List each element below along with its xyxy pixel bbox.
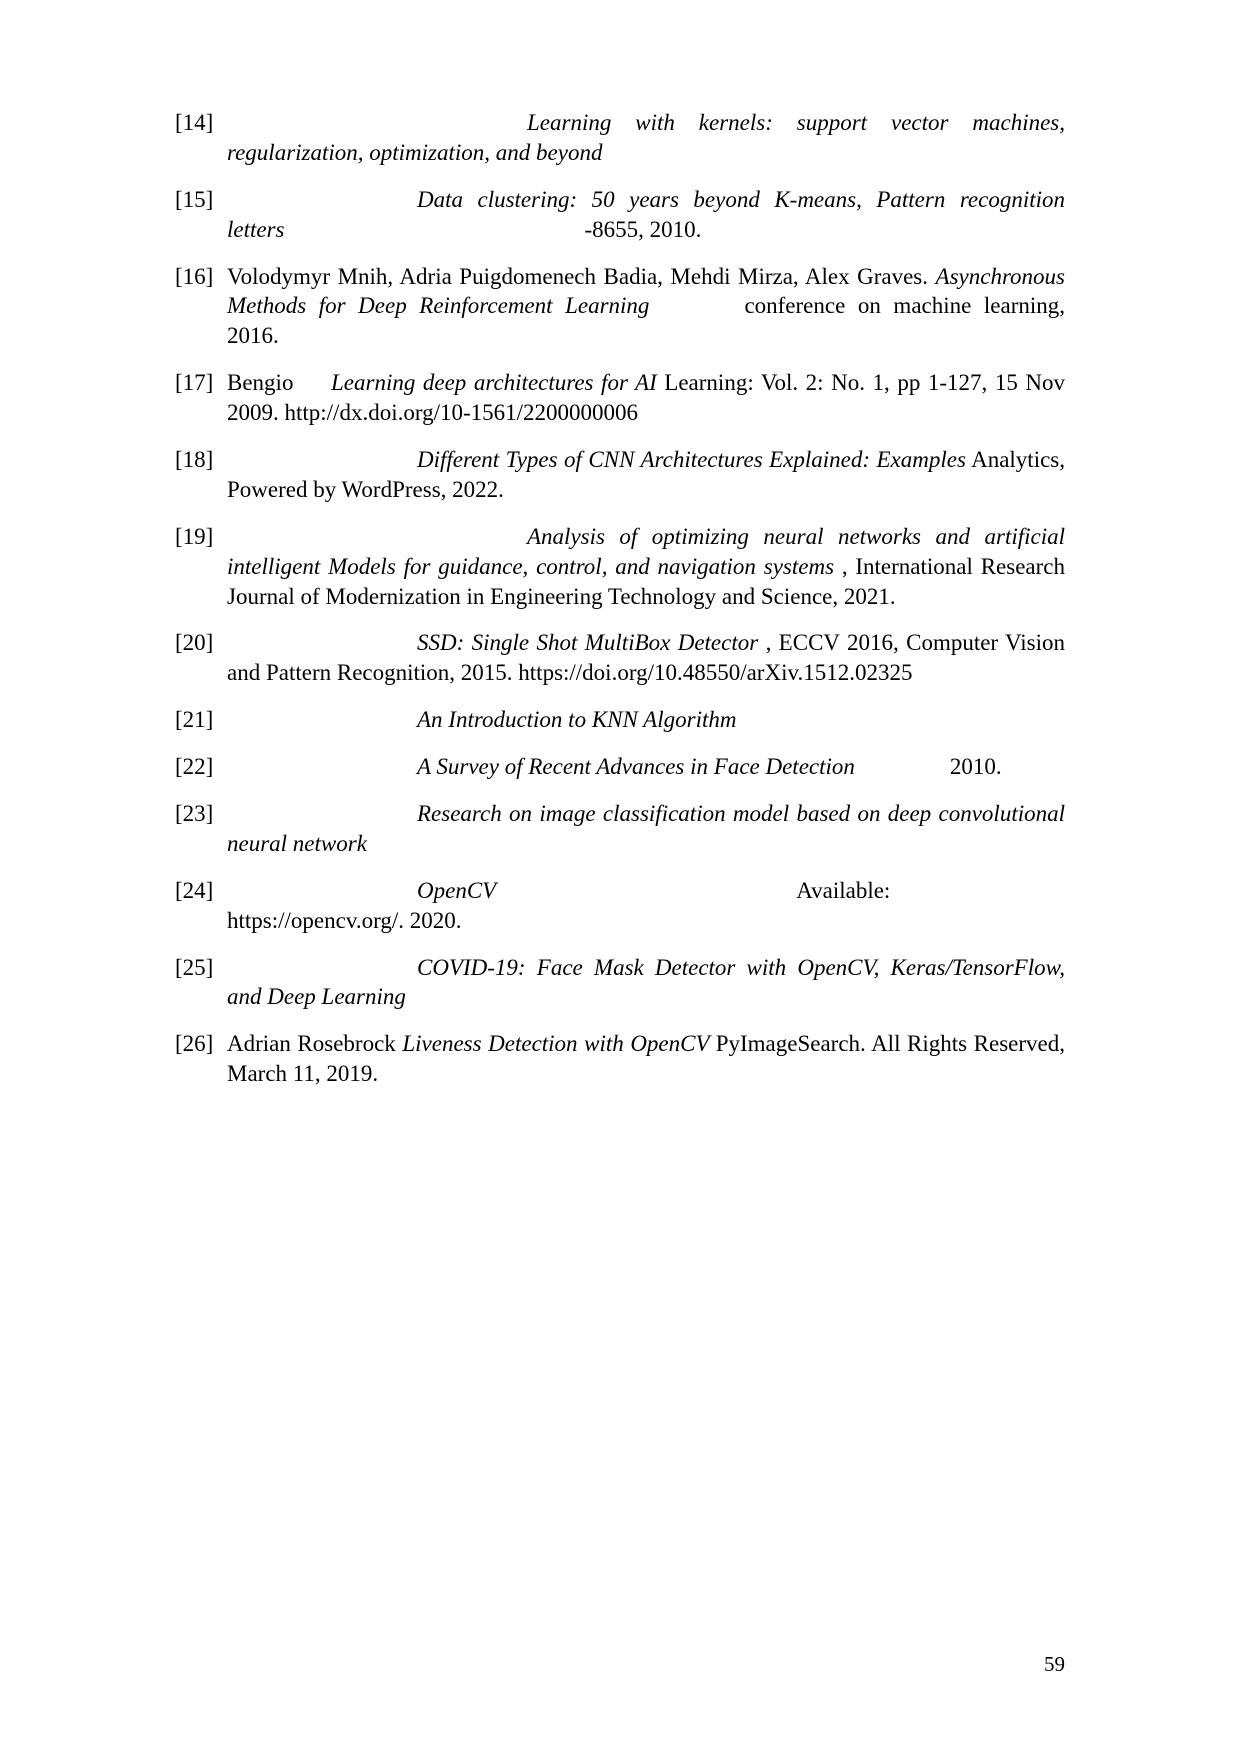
- reference-title: An Introduction to KNN Algorithm: [417, 707, 737, 733]
- reference-entry: [175, 185, 1065, 245]
- text-gap: [227, 953, 417, 983]
- reference-entry: [175, 799, 1065, 859]
- reference-text: [227, 1029, 1065, 1089]
- reference-detail: conference on machine learning, 2016.: [227, 293, 1065, 349]
- text-gap: [227, 185, 417, 215]
- reference-entry: [175, 705, 1065, 735]
- reference-title: Learning deep architectures for AI: [331, 370, 657, 396]
- reference-detail: , ECCV 2016, Computer Vision and Pattern Recognition, 2015. https://doi.org/10.48550/arXiv.1512.02325: [227, 630, 1065, 686]
- text-gap: [227, 628, 417, 658]
- reference-entry: [175, 628, 1065, 688]
- text-gap: [496, 876, 796, 906]
- reference-title: Liveness Detection with OpenCV: [402, 1031, 716, 1057]
- reference-text: [227, 799, 1065, 859]
- text-gap: [227, 799, 417, 829]
- reference-title: Data clustering: 50 years beyond K-means, Pattern recognition letters: [227, 186, 1065, 242]
- reference-detail: Volodymyr Mnih, Adria Puigdomenech Badia, Mehdi Mirza, Alex Graves.: [227, 263, 936, 289]
- reference-title: A Survey of Recent Advances in Face Detection: [417, 754, 855, 780]
- reference-text: [227, 108, 1065, 168]
- reference-label: [21]: [175, 707, 214, 733]
- reference-entry: [175, 445, 1065, 505]
- reference-detail: PyImageSearch. All Rights Reserved, March 11, 2019.: [227, 1031, 1065, 1087]
- text-gap: [649, 291, 744, 321]
- reference-entry: [175, 953, 1065, 1013]
- reference-label: [18]: [175, 447, 214, 473]
- reference-title: Asynchronous Methods for Deep Reinforcement Learning: [227, 263, 1065, 319]
- reference-label: [15]: [175, 186, 214, 212]
- text-gap: [227, 522, 527, 552]
- reference-entry: [175, 876, 1065, 936]
- reference-detail: Learning: Vol. 2: No. 1, pp 1-127, 15 Nov 2009. http://dx.doi.org/10-1561/2200000006: [227, 370, 1065, 426]
- reference-label: [20]: [175, 630, 214, 656]
- reference-label: [16]: [175, 263, 214, 289]
- reference-detail: 2010.: [949, 754, 1002, 780]
- text-gap: [285, 215, 585, 245]
- reference-title: Learning with kernels: support vector machines, regularization, optimization, and beyond: [227, 110, 1065, 165]
- reference-text: [227, 876, 1065, 936]
- reference-label: [24]: [175, 877, 214, 903]
- reference-detail: Analytics, Powered by WordPress, 2022.: [227, 447, 1065, 502]
- reference-label: [22]: [175, 754, 214, 780]
- reference-text: [227, 953, 1065, 1013]
- reference-text: [227, 522, 1065, 612]
- reference-detail: , International Research Journal of Modernization in Engineering Technology and Science, 2021.: [227, 553, 1065, 609]
- text-gap: [301, 368, 331, 398]
- reference-entry: [175, 368, 1065, 428]
- reference-entry: [175, 752, 1065, 782]
- references-list: [175, 108, 1065, 1106]
- reference-text: [227, 185, 1065, 245]
- reference-label: [14]: [175, 110, 214, 135]
- reference-title: OpenCV: [417, 877, 497, 903]
- reference-label: [26]: [175, 1031, 214, 1057]
- reference-entry: [175, 262, 1065, 352]
- reference-title: Research on image classification model based on deep convolutional neural network: [227, 801, 1065, 856]
- text-gap: [227, 752, 417, 782]
- reference-text: [227, 752, 1065, 782]
- reference-text: [227, 262, 1065, 352]
- reference-detail: Available: https://opencv.org/. 2020.: [227, 877, 891, 933]
- text-gap: [227, 445, 417, 475]
- page-number: 59: [1044, 1652, 1065, 1676]
- text-gap: [855, 752, 950, 782]
- reference-label: [19]: [175, 523, 214, 549]
- text-gap: [227, 108, 527, 138]
- reference-detail: Adrian Rosebrock: [227, 1031, 403, 1057]
- reference-entry: [175, 1029, 1065, 1089]
- text-gap: [227, 876, 417, 906]
- reference-label: [23]: [175, 801, 214, 827]
- reference-text: [227, 445, 1065, 505]
- reference-label: [25]: [175, 954, 214, 980]
- reference-title: COVID-19: Face Mask Detector with OpenCV, Keras/TensorFlow, and Deep Learning: [227, 954, 1065, 1010]
- reference-detail: -8655, 2010.: [584, 216, 702, 242]
- reference-text: [227, 705, 1065, 735]
- reference-title: SSD: Single Shot MultiBox Detector: [417, 630, 766, 656]
- reference-entry: [175, 522, 1065, 612]
- reference-label: [17]: [175, 370, 214, 396]
- reference-title: Different Types of CNN Architectures Explained: Examples: [417, 447, 966, 473]
- text-gap: [227, 705, 417, 735]
- reference-entry: [175, 108, 1065, 168]
- reference-detail: Bengio: [227, 370, 301, 396]
- reference-text: [227, 368, 1065, 428]
- reference-title: Analysis of optimizing neural networks and artificial intelligent Models for guidance, control, and navigation systems: [227, 523, 1065, 579]
- reference-text: [227, 628, 1065, 688]
